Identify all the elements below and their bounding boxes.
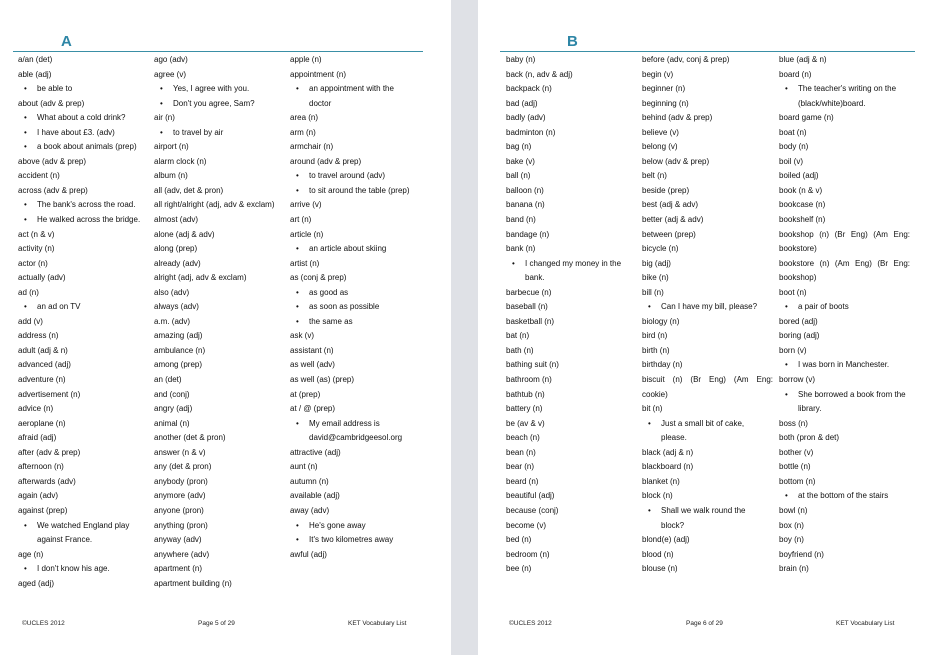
example-sentence: • as soon as possible xyxy=(290,300,420,315)
vocab-entry: birth (n) xyxy=(642,345,670,355)
vocab-entry: among (prep) xyxy=(154,360,203,370)
vocab-entry: back (n, adv & adj) xyxy=(506,69,573,79)
vocab-entry: below (adv & prep) xyxy=(642,156,710,166)
vocab-entry: apartment (n) xyxy=(154,564,203,574)
footer-title: KET Vocabulary List xyxy=(836,620,895,627)
vocab-entry: blond(e) (adj) xyxy=(642,535,690,545)
vocab-entry: awful (adj) xyxy=(290,549,327,559)
vocab-entry: as well (adv) xyxy=(290,360,335,370)
vocab-entry: address (n) xyxy=(18,331,59,341)
vocab-entry: all (adv, det & pron) xyxy=(154,185,224,195)
vocab-entry: beginning (n) xyxy=(642,98,689,108)
example-sentence: • a pair of boots xyxy=(779,300,910,315)
vocab-entry: best (adj & adv) xyxy=(642,200,699,210)
vocab-entry: all right/alright (adj, adv & exclam) xyxy=(154,200,275,210)
vocab-entry: bookshop (n) (Br Eng) (Am Eng: xyxy=(779,229,910,239)
vocab-entry: brain (n) xyxy=(779,564,809,574)
vocab-entry: arm (n) xyxy=(290,127,316,137)
vocab-entry: beside (prep) xyxy=(642,185,690,195)
vocab-entry: attractive (adj) xyxy=(290,447,341,457)
page-5 xyxy=(0,0,451,655)
vocab-entry: bookshelf (n) xyxy=(779,215,826,225)
vocab-entry: anywhere (adv) xyxy=(154,549,210,559)
example-sentence: • What about a cold drink? xyxy=(18,111,148,126)
vocab-entry: cookie) xyxy=(642,389,668,399)
vocab-entry: block (n) xyxy=(642,491,673,501)
vocab-entry: apartment building (n) xyxy=(154,578,232,588)
vocab-entry: be (av & v) xyxy=(506,418,545,428)
vocab-entry: aeroplane (n) xyxy=(18,418,66,428)
vocab-entry: album (n) xyxy=(154,171,188,181)
example-sentence: • at the bottom of the stairs xyxy=(779,489,910,504)
vocab-entry: banana (n) xyxy=(506,200,545,210)
vocab-entry: anyone (pron) xyxy=(154,505,204,515)
footer-copyright: ©UCLES 2012 xyxy=(509,620,552,627)
vocab-entry: bottle (n) xyxy=(779,462,811,472)
vocab-entry: an (det) xyxy=(154,375,182,385)
vocab-entry: bottom (n) xyxy=(779,476,816,486)
vocab-entry: advice (n) xyxy=(18,404,54,414)
section-letter: A xyxy=(61,33,72,50)
vocab-entry: advertisement (n) xyxy=(18,389,81,399)
vocab-entry: battery (n) xyxy=(506,404,543,414)
vocab-entry: blouse (n) xyxy=(642,564,678,574)
vocab-entry: blackboard (n) xyxy=(642,462,694,472)
example-sentence: • Shall we walk round the xyxy=(642,504,773,519)
example-sentence: • as good as xyxy=(290,286,420,301)
vocab-entry: boyfriend (n) xyxy=(779,549,824,559)
example-sentence: • an article about skiing xyxy=(290,242,420,257)
vocab-entry: baby (n) xyxy=(506,55,536,64)
example-continuation: (black/white)board. xyxy=(798,98,866,108)
vocab-entry: animal (n) xyxy=(154,418,190,428)
vocab-entry: another (det & pron) xyxy=(154,433,226,443)
vocab-entry: add (v) xyxy=(18,316,43,326)
vocab-entry: afraid (adj) xyxy=(18,433,57,443)
example-continuation: bank. xyxy=(525,273,545,283)
vocab-entry: bookshop) xyxy=(779,273,817,283)
vocab-entry: bit (n) xyxy=(642,404,663,414)
vocab-entry: boot (n) xyxy=(779,287,807,297)
vocab-entry: bandage (n) xyxy=(506,229,550,239)
vocab-entry: ask (v) xyxy=(290,331,314,341)
vocab-entry: between (prep) xyxy=(642,229,696,239)
vocab-entry: age (n) xyxy=(18,549,44,559)
vocab-entry: board (n) xyxy=(779,69,812,79)
vocab-entry: better (adj & adv) xyxy=(642,215,704,225)
vocab-entry: box (n) xyxy=(779,520,804,530)
section-rule xyxy=(500,51,915,52)
example-sentence: • We watched England play xyxy=(18,519,148,534)
vocab-entry: blanket (n) xyxy=(642,476,680,486)
vocab-entry: answer (n & v) xyxy=(154,447,206,457)
vocab-entry: before (adv, conj & prep) xyxy=(642,55,730,64)
vocab-entry: bill (n) xyxy=(642,287,664,297)
vocab-entry: available (adj) xyxy=(290,491,340,501)
vocab-entry: bookstore (n) (Am Eng) (Br Eng: xyxy=(779,258,910,268)
vocab-entry: borrow (v) xyxy=(779,375,816,385)
vocab-entry: bee (n) xyxy=(506,564,532,574)
vocab-entry: afterwards (adv) xyxy=(18,476,76,486)
vocab-entry: bicycle (n) xyxy=(642,244,679,254)
vocab-entry: badminton (n) xyxy=(506,127,556,137)
vocab-entry: beginner (n) xyxy=(642,84,686,94)
vocab-entry: boss (n) xyxy=(779,418,808,428)
vocab-entry: bat (n) xyxy=(506,331,530,341)
footer-copyright: ©UCLES 2012 xyxy=(22,620,65,627)
vocab-entry: become (v) xyxy=(506,520,547,530)
vocab-entry: blue (adj & n) xyxy=(779,55,827,64)
vocab-entry: away (adv) xyxy=(290,505,330,515)
vocab-entry: basketball (n) xyxy=(506,316,555,326)
vocab-entry: assistant (n) xyxy=(290,345,334,355)
word-column-1 xyxy=(18,53,148,591)
vocab-entry: badly (adv) xyxy=(506,113,546,123)
example-sentence: • an ad on TV xyxy=(18,300,148,315)
vocab-entry: bake (v) xyxy=(506,156,535,166)
vocab-entry: bathtub (n) xyxy=(506,389,545,399)
vocab-entry: again (adv) xyxy=(18,491,59,501)
example-continuation: doctor xyxy=(309,98,332,108)
vocab-entry: art (n) xyxy=(290,215,312,225)
vocab-entry: as (conj & prep) xyxy=(290,273,347,283)
vocab-entry: backpack (n) xyxy=(506,84,552,94)
vocab-entry: also (adv) xyxy=(154,287,190,297)
vocab-entry: board game (n) xyxy=(779,113,834,123)
example-sentence: • to sit around the table (prep) xyxy=(290,184,420,199)
vocab-entry: baseball (n) xyxy=(506,302,548,312)
vocab-entry: as well (as) (prep) xyxy=(290,375,355,385)
vocab-entry: bad (adj) xyxy=(506,98,538,108)
vocab-entry: boat (n) xyxy=(779,127,807,137)
vocab-entry: act (n & v) xyxy=(18,229,55,239)
example-sentence: • Yes, I agree with you. xyxy=(154,82,286,97)
word-column-3 xyxy=(290,53,420,562)
vocab-entry: behind (adv & prep) xyxy=(642,113,713,123)
vocab-entry: appointment (n) xyxy=(290,69,347,79)
example-sentence: • It's two kilometres away xyxy=(290,533,420,548)
vocab-entry: anymore (adv) xyxy=(154,491,206,501)
vocab-entry: anyway (adv) xyxy=(154,535,202,545)
vocab-entry: apple (n) xyxy=(290,55,322,64)
vocab-entry: bird (n) xyxy=(642,331,668,341)
vocab-entry: alone (adj & adv) xyxy=(154,229,215,239)
vocab-entry: bookstore) xyxy=(779,244,817,254)
vocab-entry: birthday (n) xyxy=(642,360,683,370)
vocab-entry: boil (v) xyxy=(779,156,804,166)
footer-title: KET Vocabulary List xyxy=(348,620,407,627)
vocab-entry: blood (n) xyxy=(642,549,674,559)
example-sentence: • to travel by air xyxy=(154,126,286,141)
vocab-entry: anybody (pron) xyxy=(154,476,208,486)
vocab-entry: about (adv & prep) xyxy=(18,98,85,108)
vocab-entry: bowl (n) xyxy=(779,505,808,515)
vocab-entry: bear (n) xyxy=(506,462,535,472)
vocab-entry: advanced (adj) xyxy=(18,360,71,370)
vocab-entry: any (det & pron) xyxy=(154,462,212,472)
vocab-entry: afternoon (n) xyxy=(18,462,64,472)
example-sentence: • to travel around (adv) xyxy=(290,169,420,184)
vocab-entry: ball (n) xyxy=(506,171,531,181)
vocab-entry: bank (n) xyxy=(506,244,536,254)
vocab-entry: boiled (adj) xyxy=(779,171,819,181)
vocab-entry: armchair (n) xyxy=(290,142,334,152)
vocab-entry: big (adj) xyxy=(642,258,671,268)
vocab-entry: amazing (adj) xyxy=(154,331,203,341)
vocab-entry: biscuit (n) (Br Eng) (Am Eng: xyxy=(642,375,773,385)
vocab-entry: after (adv & prep) xyxy=(18,447,81,457)
vocab-entry: beautiful (adj) xyxy=(506,491,555,501)
vocab-entry: a/an (det) xyxy=(18,55,53,64)
vocab-entry: believe (v) xyxy=(642,127,679,137)
vocab-entry: autumn (n) xyxy=(290,476,329,486)
vocab-entry: bed (n) xyxy=(506,535,532,545)
vocab-entry: agree (v) xyxy=(154,69,187,79)
example-sentence: • Can I have my bill, please? xyxy=(642,300,773,315)
vocab-entry: bedroom (n) xyxy=(506,549,550,559)
vocab-entry: bath (n) xyxy=(506,345,534,355)
vocab-entry: and (conj) xyxy=(154,389,190,399)
vocab-entry: beach (n) xyxy=(506,433,540,443)
footer-page-number: Page 5 of 29 xyxy=(198,620,235,627)
vocab-entry: boy (n) xyxy=(779,535,804,545)
vocab-entry: bag (n) xyxy=(506,142,532,152)
word-column-2 xyxy=(154,53,286,591)
example-sentence: • Just a small bit of cake, xyxy=(642,417,773,432)
vocab-entry: arrive (v) xyxy=(290,200,322,210)
vocab-entry: almost (adv) xyxy=(154,215,199,225)
vocab-entry: air (n) xyxy=(154,113,175,123)
vocab-entry: book (n & v) xyxy=(779,185,823,195)
word-column-1 xyxy=(506,53,636,577)
vocab-entry: ago (adv) xyxy=(154,55,188,64)
vocab-entry: bathing suit (n) xyxy=(506,360,559,370)
vocab-entry: along (prep) xyxy=(154,244,198,254)
example-sentence: • an appointment with the xyxy=(290,82,420,97)
vocab-entry: able (adj) xyxy=(18,69,52,79)
vocab-entry: belong (v) xyxy=(642,142,678,152)
example-sentence: • the same as xyxy=(290,315,420,330)
example-continuation: library. xyxy=(798,404,822,414)
vocab-entry: bother (v) xyxy=(779,447,814,457)
vocab-entry: artist (n) xyxy=(290,258,320,268)
vocab-entry: at / @ (prep) xyxy=(290,404,336,414)
vocab-entry: ad (n) xyxy=(18,287,39,297)
vocab-entry: alright (adj, adv & exclam) xyxy=(154,273,247,283)
vocab-entry: adventure (n) xyxy=(18,375,66,385)
example-continuation: block? xyxy=(661,520,685,530)
vocab-entry: across (adv & prep) xyxy=(18,185,88,195)
vocab-entry: anything (pron) xyxy=(154,520,208,530)
page-6 xyxy=(478,0,929,655)
vocab-entry: area (n) xyxy=(290,113,319,123)
vocab-entry: because (conj) xyxy=(506,505,559,515)
section-rule xyxy=(13,51,423,52)
vocab-entry: around (adv & prep) xyxy=(290,156,362,166)
vocab-entry: adult (adj & n) xyxy=(18,345,68,355)
vocab-entry: begin (v) xyxy=(642,69,674,79)
example-sentence: • He's gone away xyxy=(290,519,420,534)
example-continuation: david@cambridgeesol.org xyxy=(309,433,403,443)
vocab-entry: at (prep) xyxy=(290,389,321,399)
example-sentence: • be able to xyxy=(18,82,148,97)
vocab-entry: a.m. (adv) xyxy=(154,316,191,326)
vocab-entry: bookcase (n) xyxy=(779,200,826,210)
vocab-entry: accident (n) xyxy=(18,171,60,181)
vocab-entry: actor (n) xyxy=(18,258,48,268)
example-sentence: • I was born in Manchester. xyxy=(779,358,910,373)
word-column-2 xyxy=(642,53,773,577)
example-sentence: • I changed my money in the xyxy=(506,257,636,272)
vocab-entry: bored (adj) xyxy=(779,316,818,326)
vocab-entry: article (n) xyxy=(290,229,324,239)
vocab-entry: body (n) xyxy=(779,142,809,152)
vocab-entry: activity (n) xyxy=(18,244,55,254)
example-sentence: • The bank's across the road. xyxy=(18,198,148,213)
vocab-entry: ambulance (n) xyxy=(154,345,206,355)
vocab-entry: balloon (n) xyxy=(506,185,544,195)
vocab-entry: alarm clock (n) xyxy=(154,156,207,166)
vocab-entry: always (adv) xyxy=(154,302,199,312)
vocab-entry: black (adj & n) xyxy=(642,447,694,457)
vocab-entry: belt (n) xyxy=(642,171,667,181)
example-sentence: • She borrowed a book from the xyxy=(779,388,910,403)
vocab-entry: band (n) xyxy=(506,215,536,225)
example-sentence: • I have about £3. (adv) xyxy=(18,126,148,141)
vocab-entry: barbecue (n) xyxy=(506,287,552,297)
vocab-entry: both (pron & det) xyxy=(779,433,840,443)
example-sentence: • The teacher's writing on the xyxy=(779,82,910,97)
vocab-entry: bean (n) xyxy=(506,447,536,457)
example-continuation: against France. xyxy=(37,535,93,545)
vocab-entry: biology (n) xyxy=(642,316,680,326)
vocab-entry: already (adv) xyxy=(154,258,201,268)
vocab-entry: angry (adj) xyxy=(154,404,193,414)
vocab-entry: boring (adj) xyxy=(779,331,820,341)
example-sentence: • He walked across the bridge. xyxy=(18,213,148,228)
section-letter: B xyxy=(567,33,578,50)
vocab-entry: beard (n) xyxy=(506,476,539,486)
vocab-entry: actually (adv) xyxy=(18,273,66,283)
footer-page-number: Page 6 of 29 xyxy=(686,620,723,627)
example-sentence: • Don't you agree, Sam? xyxy=(154,97,286,112)
vocab-entry: bathroom (n) xyxy=(506,375,552,385)
vocab-entry: above (adv & prep) xyxy=(18,156,87,166)
example-sentence: • I don't know his age. xyxy=(18,562,148,577)
example-sentence: • My email address is xyxy=(290,417,420,432)
vocab-entry: born (v) xyxy=(779,345,807,355)
example-sentence: • a book about animals (prep) xyxy=(18,140,148,155)
word-column-3 xyxy=(779,53,910,577)
vocab-entry: against (prep) xyxy=(18,505,68,515)
vocab-entry: bike (n) xyxy=(642,273,669,283)
vocab-entry: airport (n) xyxy=(154,142,189,152)
vocab-entry: aged (adj) xyxy=(18,578,55,588)
vocab-entry: aunt (n) xyxy=(290,462,318,472)
example-continuation: please. xyxy=(661,433,687,443)
